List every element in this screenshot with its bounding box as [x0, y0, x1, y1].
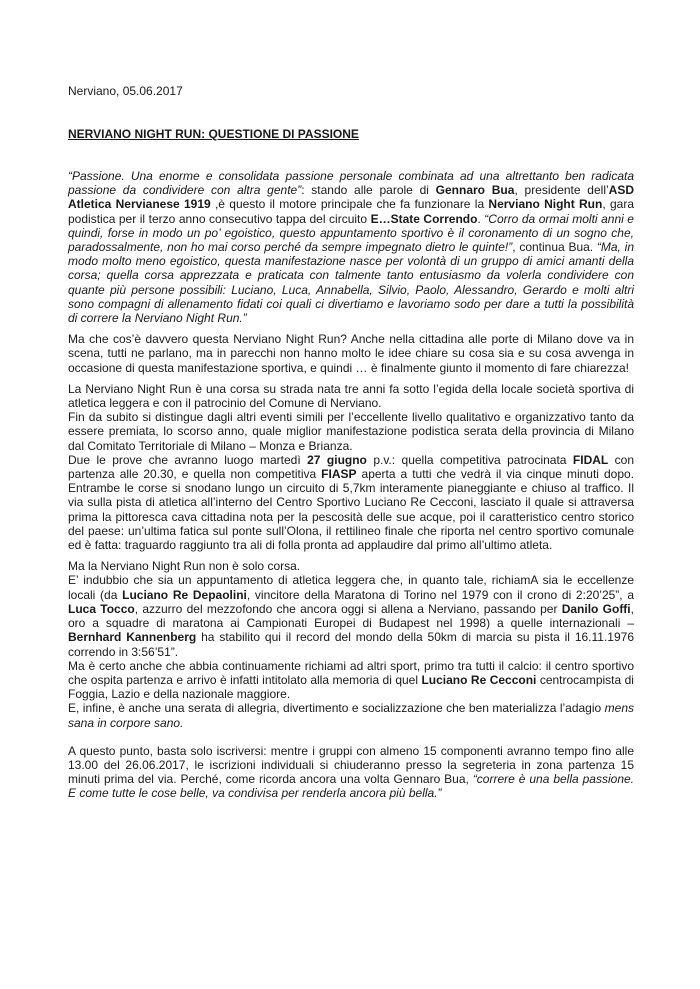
italic-text: “correre è una bella passione. E come tutte le cose belle, va condivisa per renderla ancora più bella.”: [68, 772, 634, 801]
text-run: : stando alle parole di: [301, 183, 436, 198]
document-title: NERVIANO NIGHT RUN: QUESTIONE DI PASSIONE: [68, 127, 359, 141]
paragraph: [68, 332, 634, 375]
paragraph: [68, 169, 634, 325]
bold-text: FIDAL: [572, 452, 609, 467]
bold-text: Luca Tocco: [68, 601, 135, 616]
paragraph: [68, 382, 634, 410]
text-run: E, infine, è anche una serata di allegria, divertimento e socializzazione che ben materializza l’adagio: [68, 701, 605, 716]
text-run: ha stabilito qui il record del mondo della 50km di marcia su pista il 16.11.1976 correndo in 3:56’51”.: [68, 630, 634, 659]
text-run: .: [477, 211, 485, 226]
text-run: p.v.: quella competitiva patrocinata: [366, 452, 573, 467]
text-run: ,è questo il motore principale che fa funzionare la: [210, 197, 489, 212]
text-run: Ma la Nerviano Night Run non è solo corsa.: [68, 559, 301, 574]
text-run: con partenza alle 20.30, e quella non competitiva: [68, 452, 635, 482]
bold-text: ASD Atletica Nervianese 1919: [68, 183, 634, 212]
paragraph: [68, 573, 634, 658]
italic-text: “Corro da ormai molti anni e quindi, forse in modo un po’ egoistico, questo appuntamento sportivo è il coronamento di un sogno che, paradossalmente, non ho mai corso perché da sempre impegnato dietro le quinte!”: [68, 211, 634, 255]
text-run: centrocampista di Foggia, Lazio e della nazionale maggiore.: [68, 672, 634, 702]
bold-text: Luciano Re Cecconi: [421, 672, 537, 687]
italic-text: “Passione. Una enorme e consolidata passione personale combinata ad una altrettanto ben radicata passione da condividere con altra gente”: [68, 169, 634, 198]
bold-text: E…State Correndo: [370, 211, 478, 226]
text-run: , oro a squadre di maratona ai Campionati Europei di Budapest nel 1998) a quelle internazionali –: [68, 601, 634, 631]
text-run: , vincitore della Maratona di Torino nel 1979 con il crono di 2:20’25”, a: [246, 587, 635, 602]
text-run: La Nerviano Night Run è una corsa su strada nata tre anni fa sotto l’egida della locale società sportiva di atletica leggera e con il patrocinio del Comune di Nerviano.: [68, 381, 634, 411]
bold-text: Luciano Re Depaolini: [122, 587, 247, 602]
document-body: [68, 169, 634, 801]
bold-text: Danilo Goffi: [561, 601, 631, 616]
paragraph: [68, 410, 634, 453]
text-run: , gara podistica per il terzo anno consecutivo tappa del circuito: [68, 197, 634, 226]
paragraph: [68, 744, 634, 801]
text-run: , azzurro del mezzofondo che ancora oggi si allena a Nerviano, passando per: [134, 601, 562, 616]
text-run: A questo punto, basta solo iscriversi: mentre i gruppi con almeno 15 componenti avranno tempo fino alle 13.00 del 26.06.2017, le iscrizioni individuali si chiuderanno presso la segreteria in zona partenza 15 minuti prima del via. Perché, come ricorda ancora una volta Gennaro Bua,: [68, 743, 634, 787]
text-run: , presidente dell’: [514, 183, 609, 198]
paragraph: [68, 559, 634, 573]
bold-text: Gennaro Bua: [435, 183, 515, 198]
text-run: E’ indubbio che sia un appuntamento di atletica leggera che, in quanto tale, richiamA sia le eccellenze locali (da: [68, 573, 634, 602]
paragraph: [68, 701, 634, 729]
italic-text: “Ma, in modo molto meno egoistico, questa manifestazione nasce per volontà di un gruppo di amici amanti della corsa; quella corsa apprezzata e praticata con talmente tanto entusiasmo da volerla condividere con quante più persone possibili: Luciano, Luca, Annabella, Silvio, Paolo, Alessandro, Gerardo e molti altri sono compagni di allenamento fidati coi quali ci divertiamo e lavoriamo sodo per dare a tutti la possibilità di correre la Nerviano Night Run.”: [68, 240, 634, 326]
paragraph: [68, 453, 634, 552]
text-run: aperta a tutti che vedrà il via cinque minuti dopo. Entrambe le corse si snodano lungo un circuito di 5,7km interamente pianeggiante e chiuso al traffico. Il via sulla pista di atletica all’interno del Centro Sportivo Luciano Re Cecconi, lasciato il quale si attraversa prima la pittoresca cava cittadina nota per la pescosità delle sue acque, poi il caratteristico centro storico del paese: un’ultima fatica sul ponte sull’Olona, il rettilineo finale che riporta nel centro sportivo comunale ed è fatta: traguardo raggiunto tra ali di folla pronta ad applaudire dal primo all’ultimo atleta.: [68, 467, 634, 553]
bold-text: Nerviano Night Run: [488, 197, 603, 212]
text-run: , continua Bua.: [512, 240, 597, 255]
bold-text: 27 giugno: [307, 452, 367, 467]
bold-text: Bernhard Kannenberg: [68, 630, 197, 645]
text-run: Fin da subito si distingue dagli altri eventi simili per l’eccellente livello qualitativo e organizzativo tanto da essere premiata, lo scorso anno, quale miglior manifestazione podistica serata della provincia di Milano dal Comitato Territoriale di Milano – Monza e Brianza.: [68, 410, 634, 453]
text-run: Due le prove che avranno luogo martedì: [68, 452, 308, 467]
dateline: Nerviano, 05.06.2017: [68, 84, 183, 98]
italic-text: mens sana in corpore sano.: [68, 701, 634, 730]
text-run: Ma che cos’è davvero questa Nerviano Night Run? Anche nella cittadina alle porte di Milano dove va in scena, tutti ne parlano, ma in parecchi non hanno molto le idee chiare su cosa sia e su cosa avvenga in occasione di questa manifestazione sportiva, e quindi … è finalmente giunto il momento di fare chiarezza!: [68, 332, 634, 375]
bold-text: FIASP: [321, 467, 357, 482]
text-run: Ma è certo anche che abbia continuamente richiami ad altri sport, primo tra tutti il calcio: il centro sportivo che ospita partenza e arrivo è infatti intitolato alla memoria di quel: [68, 658, 634, 687]
paragraph: [68, 659, 634, 702]
